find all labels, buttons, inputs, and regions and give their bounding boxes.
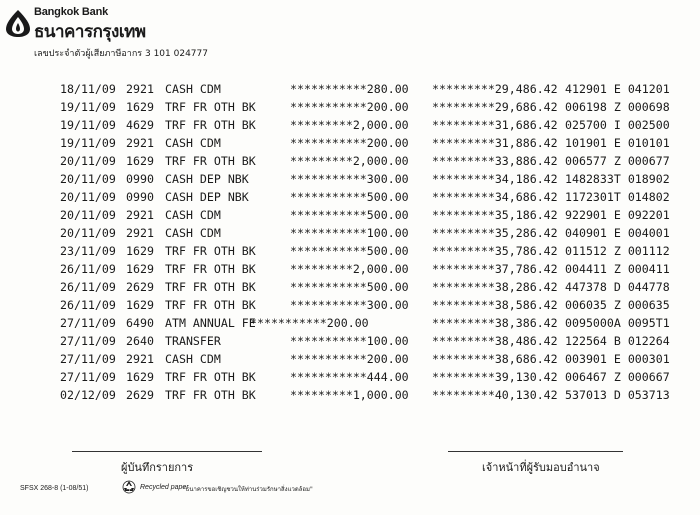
transaction-date: 27/11/09 <box>60 352 116 366</box>
recycle-icon <box>122 480 136 494</box>
transaction-reference: 025700 I 002500 <box>565 118 670 132</box>
transaction-amount: ***********100.00 <box>290 226 409 240</box>
transaction-date: 23/11/09 <box>60 244 116 258</box>
transaction-code: 2921 <box>126 82 154 96</box>
transaction-description: CASH CDM <box>165 226 221 240</box>
transaction-code: 2921 <box>126 208 154 222</box>
transaction-balance: *********35,286.42 <box>432 226 558 240</box>
transaction-balance: *********39,130.42 <box>432 370 558 384</box>
transaction-amount: ***********200.00 <box>250 316 369 330</box>
transaction-amount: *********2,000.00 <box>290 262 409 276</box>
transaction-code: 2921 <box>126 136 154 150</box>
transaction-balance: *********35,786.42 <box>432 244 558 258</box>
transaction-reference: 1482833T 018902 <box>565 172 670 186</box>
transaction-code: 0990 <box>126 172 154 186</box>
transaction-row <box>0 260 700 278</box>
transaction-description: TRANSFER <box>165 334 221 348</box>
transaction-reference: 004411 Z 000411 <box>565 262 670 276</box>
bangkok-bank-logo-icon <box>4 8 32 38</box>
transaction-code: 2921 <box>126 352 154 366</box>
transaction-reference: 922901 E 092201 <box>565 208 670 222</box>
transaction-balance: *********38,286.42 <box>432 280 558 294</box>
transaction-balance: *********38,386.42 <box>432 316 558 330</box>
transaction-date: 26/11/09 <box>60 298 116 312</box>
transaction-description: CASH CDM <box>165 208 221 222</box>
transaction-reference: 006577 Z 000677 <box>565 154 670 168</box>
transaction-date: 27/11/09 <box>60 370 116 384</box>
transaction-row <box>0 332 700 350</box>
transaction-row <box>0 152 700 170</box>
transaction-balance: *********31,886.42 <box>432 136 558 150</box>
tax-id: เลขประจำตัวผู้เสียภาษีอากร 3 101 024777 <box>34 49 208 59</box>
transaction-amount: ***********200.00 <box>290 100 409 114</box>
transaction-description: ATM ANNUAL FE <box>165 316 256 330</box>
transaction-amount: ***********300.00 <box>290 298 409 312</box>
environment-slogan: "ธนาคารขอเชิญชวนให้ท่านร่วมรักษาสิ่งแวดล้อม" <box>183 486 313 493</box>
transaction-description: TRF FR OTH BK <box>165 298 256 312</box>
transaction-description: TRF FR OTH BK <box>165 262 256 276</box>
transaction-code: 1629 <box>126 298 154 312</box>
transaction-date: 19/11/09 <box>60 136 116 150</box>
transaction-date: 20/11/09 <box>60 154 116 168</box>
transaction-date: 20/11/09 <box>60 172 116 186</box>
transaction-date: 02/12/09 <box>60 388 116 402</box>
transaction-balance: *********40,130.42 <box>432 388 558 402</box>
transaction-reference: 101901 E 010101 <box>565 136 670 150</box>
transaction-code: 0990 <box>126 190 154 204</box>
transaction-description: TRF FR OTH BK <box>165 280 256 294</box>
transaction-reference: 0095000A 0095T1 <box>565 316 670 330</box>
transaction-amount: ***********444.00 <box>290 370 409 384</box>
transaction-balance: *********38,586.42 <box>432 298 558 312</box>
transaction-description: TRF FR OTH BK <box>165 100 256 114</box>
transaction-balance: *********34,186.42 <box>432 172 558 186</box>
transaction-row <box>0 188 700 206</box>
transaction-row <box>0 314 700 332</box>
transaction-row <box>0 98 700 116</box>
transaction-row <box>0 170 700 188</box>
transaction-description: CASH DEP NBK <box>165 190 249 204</box>
transaction-balance: *********31,686.42 <box>432 118 558 132</box>
transaction-amount: ***********500.00 <box>290 244 409 258</box>
transaction-reference: 006198 Z 000698 <box>565 100 670 114</box>
transaction-description: CASH CDM <box>165 82 221 96</box>
transaction-reference: 447378 D 044778 <box>565 280 670 294</box>
transaction-code: 4629 <box>126 118 154 132</box>
transaction-row <box>0 278 700 296</box>
transaction-amount: ***********500.00 <box>290 190 409 204</box>
transaction-code: 1629 <box>126 262 154 276</box>
recorder-signature-line <box>72 451 262 452</box>
transaction-amount: *********2,000.00 <box>290 118 409 132</box>
transaction-reference: 003901 E 000301 <box>565 352 670 366</box>
transaction-date: 26/11/09 <box>60 280 116 294</box>
transaction-description: CASH CDM <box>165 136 221 150</box>
form-code: SFSX 268-8 (1-08/51) <box>20 485 89 492</box>
transaction-balance: *********34,686.42 <box>432 190 558 204</box>
transaction-description: TRF FR OTH BK <box>165 388 256 402</box>
transaction-amount: ***********100.00 <box>290 334 409 348</box>
transaction-amount: ***********280.00 <box>290 82 409 96</box>
transaction-date: 18/11/09 <box>60 82 116 96</box>
transaction-row <box>0 116 700 134</box>
transaction-code: 6490 <box>126 316 154 330</box>
transaction-date: 20/11/09 <box>60 190 116 204</box>
transaction-balance: *********29,686.42 <box>432 100 558 114</box>
transaction-balance: *********37,786.42 <box>432 262 558 276</box>
transaction-row <box>0 386 700 404</box>
transaction-reference: 1172301T 014802 <box>565 190 670 204</box>
transaction-amount: ***********300.00 <box>290 172 409 186</box>
transaction-reference: 011512 Z 001112 <box>565 244 670 258</box>
transaction-row <box>0 134 700 152</box>
transaction-code: 1629 <box>126 244 154 258</box>
transaction-row <box>0 296 700 314</box>
transaction-row <box>0 206 700 224</box>
transaction-balance: *********33,886.42 <box>432 154 558 168</box>
recycled-paper-text: Recycled paper <box>140 484 189 491</box>
transaction-reference: 412901 E 041201 <box>565 82 670 96</box>
transaction-reference: 537013 D 053713 <box>565 388 670 402</box>
transaction-amount: *********2,000.00 <box>290 154 409 168</box>
transaction-reference: 040901 E 004001 <box>565 226 670 240</box>
transaction-reference: 006035 Z 000635 <box>565 298 670 312</box>
transaction-amount: ***********200.00 <box>290 352 409 366</box>
bank-name-english: Bangkok Bank <box>34 6 109 18</box>
transaction-amount: *********1,000.00 <box>290 388 409 402</box>
authorized-officer-label: เจ้าหน้าที่ผู้รับมอบอำนาจ <box>482 461 600 474</box>
transaction-amount: ***********500.00 <box>290 208 409 222</box>
transaction-row <box>0 242 700 260</box>
transaction-balance: *********29,486.42 <box>432 82 558 96</box>
transaction-row <box>0 350 700 368</box>
transaction-row <box>0 368 700 386</box>
transaction-description: TRF FR OTH BK <box>165 244 256 258</box>
transaction-date: 20/11/09 <box>60 226 116 240</box>
transaction-balance: *********38,486.42 <box>432 334 558 348</box>
transaction-code: 2640 <box>126 334 154 348</box>
transaction-date: 26/11/09 <box>60 262 116 276</box>
transaction-date: 19/11/09 <box>60 118 116 132</box>
authorized-signature-line <box>448 451 623 452</box>
transaction-code: 1629 <box>126 370 154 384</box>
transaction-date: 27/11/09 <box>60 316 116 330</box>
transaction-balance: *********35,186.42 <box>432 208 558 222</box>
transaction-description: TRF FR OTH BK <box>165 370 256 384</box>
transaction-reference: 006467 Z 000667 <box>565 370 670 384</box>
transaction-code: 2629 <box>126 280 154 294</box>
transaction-amount: ***********200.00 <box>290 136 409 150</box>
transaction-code: 1629 <box>126 100 154 114</box>
transaction-code: 1629 <box>126 154 154 168</box>
transaction-description: CASH DEP NBK <box>165 172 249 186</box>
transaction-date: 27/11/09 <box>60 334 116 348</box>
transaction-description: TRF FR OTH BK <box>165 118 256 132</box>
transaction-amount: ***********500.00 <box>290 280 409 294</box>
transaction-code: 2629 <box>126 388 154 402</box>
transaction-balance: *********38,686.42 <box>432 352 558 366</box>
transaction-row <box>0 224 700 242</box>
transaction-row <box>0 80 700 98</box>
bank-name-thai: ธนาคารกรุงเทพ <box>34 22 146 42</box>
recorder-label: ผู้บันทึกรายการ <box>121 461 194 474</box>
transaction-code: 2921 <box>126 226 154 240</box>
transaction-description: CASH CDM <box>165 352 221 366</box>
transaction-date: 19/11/09 <box>60 100 116 114</box>
transaction-reference: 122564 B 012264 <box>565 334 670 348</box>
transaction-description: TRF FR OTH BK <box>165 154 256 168</box>
transaction-date: 20/11/09 <box>60 208 116 222</box>
